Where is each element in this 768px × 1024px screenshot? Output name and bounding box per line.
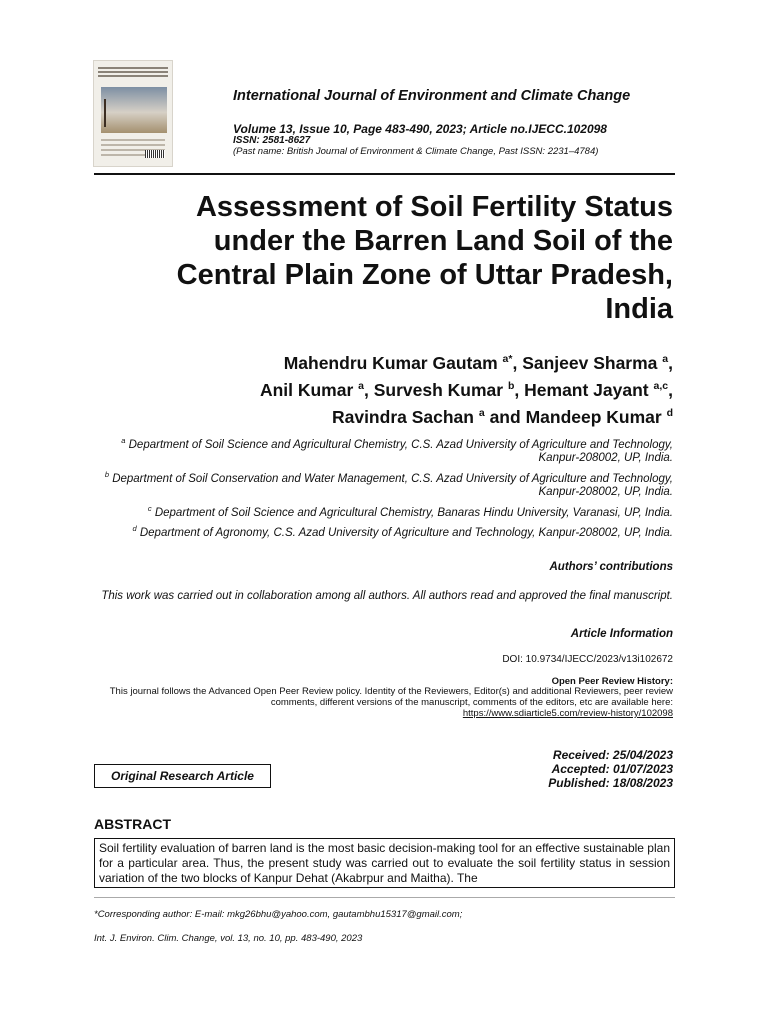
received-date: Received: 25/04/2023 xyxy=(552,748,673,762)
affiliation xyxy=(93,468,673,499)
author-name: Mandeep Kumar xyxy=(525,406,662,427)
author-affil-mark: a xyxy=(662,353,669,365)
peer-review-description: This journal follows the Advanced Open Peer Review policy. Identity of the Reviewers, Editor(s) and additional Reviewers, peer review comments, different versions of the manuscript, comments of the editors, etc are available here: xyxy=(109,686,673,708)
cover-tree xyxy=(104,99,116,127)
journal-cover-thumbnail xyxy=(93,60,173,167)
article-title xyxy=(113,190,673,326)
author-name: Ravindra Sachan xyxy=(331,406,474,427)
affiliation-mark: a xyxy=(121,436,126,445)
title-line: Central Plain Zone of Uttar Pradesh, xyxy=(176,259,673,291)
author-list: Mahendru Kumar Gautam $^{a*}$, Sanjeev Sharma $^a$, Anil Kumar $^a$, Survesh Kumar $^b$, Hemant Jayant $^{a,c}$, Ravindra Sachan $^a$ and Mandeep Kumar $^d$ xyxy=(259,352,673,427)
issn: ISSN: 2581-8627 xyxy=(233,135,311,146)
affiliation xyxy=(93,522,673,540)
journal-name: International Journal of Environment and Climate Change xyxy=(233,88,631,104)
published-date: Published: 18/08/2023 xyxy=(548,776,673,790)
peer-review-text xyxy=(63,686,673,719)
contributions-heading: Authors’ contributions xyxy=(549,561,673,573)
past-name: (Past name: British Journal of Environment & Climate Change, Past ISSN: 2231–4784) xyxy=(233,146,599,157)
affiliations xyxy=(93,434,673,543)
affiliation-mark: c xyxy=(147,503,152,513)
header-rule xyxy=(94,173,675,175)
footnote-rule xyxy=(94,897,675,898)
article-info-heading: Article Information xyxy=(570,628,673,640)
abstract-heading: ABSTRACT xyxy=(94,816,171,832)
volume-line: Volume 13, Issue 10, Page 483-490, 2023; Article no.IJECC.102098 xyxy=(233,122,607,136)
cover-title-lines xyxy=(98,67,168,83)
author-affil-mark: a xyxy=(478,406,485,419)
article-dates xyxy=(548,748,673,790)
author-affil-mark: a,c xyxy=(653,379,669,392)
affiliation xyxy=(93,502,673,520)
affiliation-mark: b xyxy=(104,469,109,479)
abstract-text: Soil fertility evaluation of barren land is the most basic decision-making tool for an effective sustainable plan for a particular area. Thus, the present study was carried out to evaluate the soil fertility status in session variation of the two blocks of Kanpur Dehat (Akabrpur and Maitha). The xyxy=(94,838,675,888)
author-affil-mark: a xyxy=(358,379,365,392)
citation-line: Int. J. Environ. Clim. Change, vol. 13, no. 10, pp. 483-490, 2023 xyxy=(94,933,363,944)
affiliation-text: Department of Soil Science and Agricultural Chemistry, C.S. Azad University of Agriculture and Technology, Kanpur-208002, UP, India. xyxy=(128,438,673,464)
author-connector: and xyxy=(489,406,521,427)
contributions-text: This work was carried out in collaboration among all authors. All authors read and approved the final manuscript. xyxy=(101,590,673,602)
author-name: Hemant Jayant xyxy=(524,379,649,400)
affiliation-text: Department of Agronomy, C.S. Azad University of Agriculture and Technology, Kanpur-208002, UP, India. xyxy=(139,527,673,540)
author-affil-mark: a* xyxy=(502,353,513,365)
affiliation xyxy=(93,434,673,465)
author-name: Anil Kumar xyxy=(259,379,354,400)
affiliation-text: Department of Soil Conservation and Water Management, C.S. Azad University of Agriculture and Technology, Kanpur-208002, UP, India. xyxy=(112,472,673,498)
affiliation-text: Department of Soil Science and Agricultural Chemistry, Banaras Hindu University, Varanasi, UP, India. xyxy=(154,506,673,519)
author-name: Sanjeev Sharma xyxy=(522,352,658,373)
peer-review-heading: Open Peer Review History: xyxy=(551,676,673,687)
affiliation-mark: d xyxy=(132,524,137,534)
peer-review-link[interactable]: https://www.sdiarticle5.com/review-history/102098 xyxy=(462,708,673,719)
corresponding-author: *Corresponding author: E-mail: mkg26bhu@yahoo.com, gautambhu15317@gmail.com; xyxy=(94,909,463,920)
cover-barcode xyxy=(145,150,165,158)
accepted-date: Accepted: 01/07/2023 xyxy=(551,762,673,776)
title-line: Assessment of Soil Fertility Status xyxy=(195,191,673,223)
author-affil-mark: b xyxy=(507,379,515,392)
doi: DOI: 10.9734/IJECC/2023/v13i102672 xyxy=(502,654,673,665)
author-name: Mahendru Kumar Gautam xyxy=(283,352,498,373)
author-affil-mark: d xyxy=(666,406,673,419)
title-line: under the Barren Land Soil of the xyxy=(213,225,673,257)
article-type-badge: Original Research Article xyxy=(94,764,271,788)
author-name: Survesh Kumar xyxy=(373,379,504,400)
title-line: India xyxy=(605,293,673,325)
